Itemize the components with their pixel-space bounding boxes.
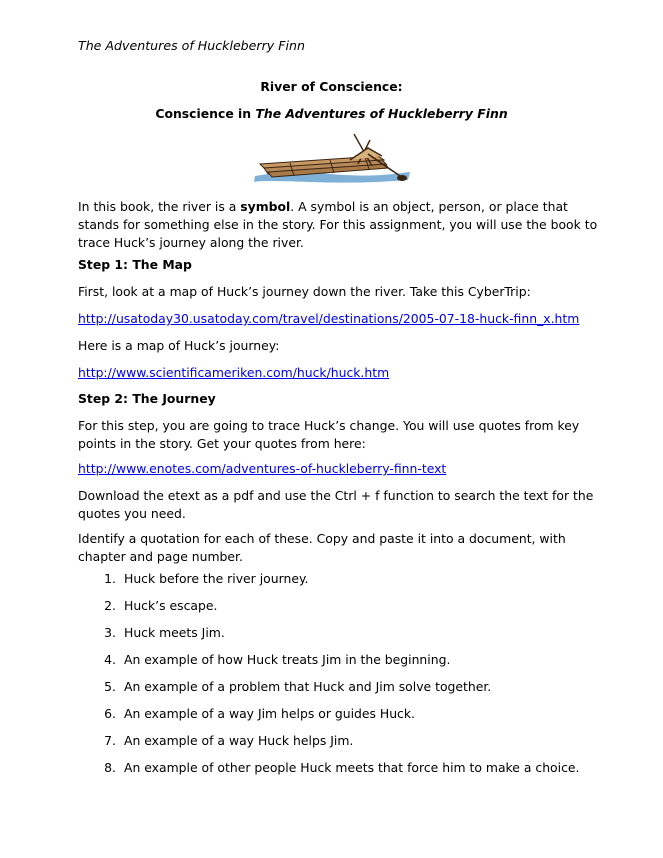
map-link[interactable]: http://www.scientificameriken.com/huck/huck.htm	[78, 365, 390, 380]
list-item-number: 1.	[104, 571, 116, 586]
list-item	[78, 759, 598, 786]
title-line-2-prefix: Conscience in	[155, 106, 256, 121]
running-header: The Adventures of Huckleberry Finn	[78, 38, 305, 53]
list-item	[78, 570, 598, 597]
list-item-number: 5.	[104, 679, 116, 694]
list-item-number: 4.	[104, 652, 116, 667]
list-item	[78, 597, 598, 624]
step2-text-1: For this step, you are going to trace Huck’s change. You will use quotes from key points in the story. Get your quotes from here:	[78, 418, 580, 451]
title-line-2-book: The Adventures of Huckleberry Finn	[255, 106, 508, 121]
list-item	[78, 624, 598, 651]
intro-symbol-term: symbol	[240, 199, 291, 214]
list-item-number: 2.	[104, 598, 116, 613]
list-item-number: 3.	[104, 625, 116, 640]
cybertrip-link[interactable]: http://usatoday30.usatoday.com/travel/destinations/2005-07-18-huck-finn_x.htm	[78, 311, 580, 326]
title-line-2	[0, 105, 663, 123]
intro-text-1: In this book, the river is a	[78, 199, 241, 214]
list-item	[78, 651, 598, 678]
step2-text-3: Identify a quotation for each of these. Copy and paste it into a document, with chapter and page number.	[78, 531, 566, 564]
intro-text-2: . A symbol is an object, person, or place that stands for something else in the story. For this assignment, you will use the book to trace Huck’s journey along the river.	[78, 199, 598, 250]
step1-text-2: Here is a map of Huck’s journey:	[78, 338, 280, 353]
step1-heading: Step 1: The Map	[78, 257, 192, 272]
list-item-text: An example of a way Huck helps Jim.	[124, 733, 354, 748]
list-item	[78, 678, 598, 705]
list-item-number: 8.	[104, 760, 116, 775]
list-item-number: 7.	[104, 733, 116, 748]
list-item	[78, 732, 598, 759]
list-item-text: An example of a problem that Huck and Jim solve together.	[124, 679, 492, 694]
intro-paragraph	[78, 198, 598, 252]
list-item-text: An example of how Huck treats Jim in the beginning.	[124, 652, 451, 667]
title-line-1: River of Conscience:	[260, 79, 403, 94]
list-item	[78, 705, 598, 732]
list-item-text: Huck before the river journey.	[124, 571, 309, 586]
list-item-text: Huck meets Jim.	[124, 625, 225, 640]
list-item-text: An example of other people Huck meets that force him to make a choice.	[124, 760, 580, 775]
list-item-number: 6.	[104, 706, 116, 721]
quotation-list	[78, 570, 598, 786]
step2-heading: Step 2: The Journey	[78, 391, 216, 406]
step2-text-2: Download the etext as a pdf and use the Ctrl + f function to search the text for the quotes you need.	[78, 488, 594, 521]
raft-illustration	[250, 130, 415, 188]
list-item-text: Huck’s escape.	[124, 598, 218, 613]
etext-link[interactable]: http://www.enotes.com/adventures-of-huckleberry-finn-text	[78, 461, 447, 476]
step1-text-1: First, look at a map of Huck’s journey down the river. Take this CyberTrip:	[78, 284, 531, 299]
list-item-text: An example of a way Jim helps or guides Huck.	[124, 706, 415, 721]
